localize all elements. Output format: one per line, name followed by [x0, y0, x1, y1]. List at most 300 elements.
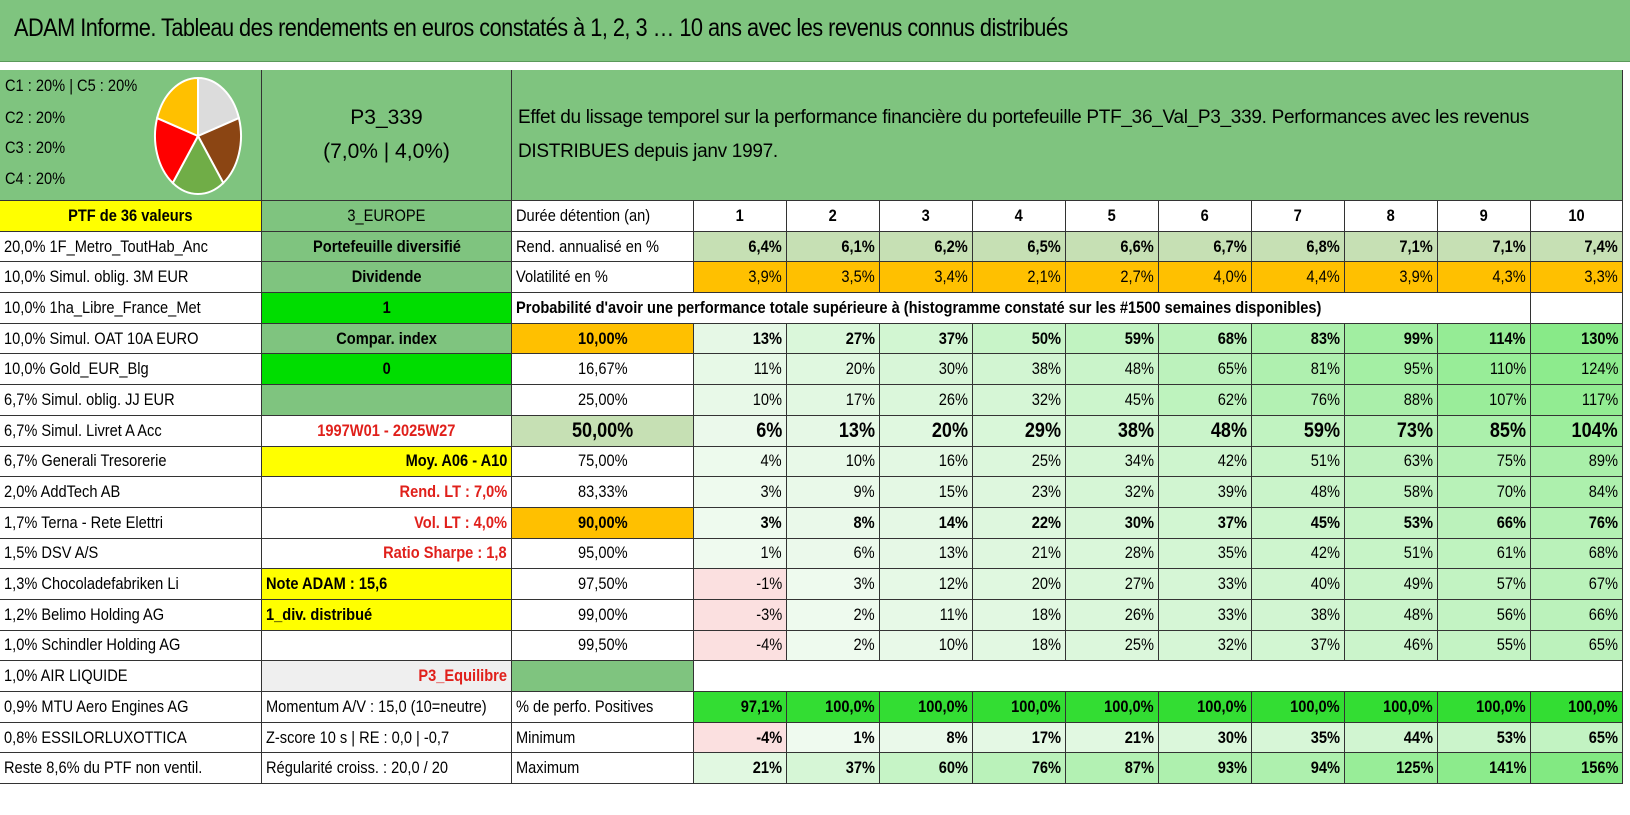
summary-value	[1531, 692, 1623, 723]
probability-value	[1159, 569, 1252, 600]
summary-value-text: 100,0%	[825, 696, 875, 716]
probability-value-text: 70%	[1496, 482, 1526, 502]
holding-row-text: 10,0% Simul. OAT 10A EURO	[4, 328, 199, 348]
year-header-text: 2	[828, 205, 838, 225]
probability-value	[1252, 508, 1345, 539]
year-header	[787, 201, 880, 232]
probability-value-text: 2%	[853, 604, 875, 624]
allocation-label-c1-c5: C1 : 20% | C5 : 20%	[5, 76, 138, 95]
probability-value-text: 65%	[1217, 359, 1247, 379]
volatility-label	[512, 262, 694, 293]
holding-row-text: 6,7% Simul. oblig. JJ EUR	[4, 389, 175, 409]
probability-value	[1438, 324, 1531, 355]
probability-value-text: 107%	[1488, 389, 1526, 409]
info-cell	[262, 600, 512, 631]
holding-row-text: 20,0% 1F_Metro_ToutHab_Anc	[4, 236, 208, 256]
probability-value	[880, 569, 973, 600]
summary-value-text: 21%	[1124, 727, 1154, 747]
probability-value	[973, 539, 1066, 570]
probability-value-text: 27%	[845, 328, 875, 348]
probability-value-text: -3%	[755, 604, 782, 624]
probability-value-text: 21%	[1031, 543, 1061, 563]
holding-row-text: 1,5% DSV A/S	[4, 543, 99, 563]
volatility-value-text: 2,1%	[1027, 267, 1061, 287]
volatility-value-text: 4,4%	[1306, 267, 1340, 287]
probability-value	[1531, 569, 1623, 600]
year-header	[880, 201, 973, 232]
year-header	[694, 201, 787, 232]
probability-value	[1345, 600, 1438, 631]
allocation-pie-chart	[153, 76, 243, 196]
probability-value	[1438, 416, 1531, 447]
probability-value-text: 99%	[1403, 328, 1433, 348]
info-cell	[262, 232, 512, 263]
probability-value-text: 25%	[1124, 635, 1154, 655]
holding-row	[0, 539, 262, 570]
probability-value-text: 88%	[1403, 389, 1433, 409]
probability-value-text: 66%	[1496, 512, 1526, 532]
probability-value	[1345, 508, 1438, 539]
probability-value-text: 59%	[1303, 418, 1340, 442]
year-header-text: 10	[1568, 205, 1585, 225]
probability-value	[1531, 354, 1623, 385]
holding-row-text: 6,7% Generali Tresorerie	[4, 451, 167, 471]
volatility-value-text: 2,7%	[1120, 267, 1154, 287]
probability-value-text: 22%	[1031, 512, 1061, 532]
probability-value-text: 42%	[1310, 543, 1340, 563]
return-value	[1066, 232, 1159, 263]
probability-value-text: 48%	[1403, 604, 1433, 624]
summary-value-text: 100,0%	[1383, 696, 1433, 716]
summary-value-text: 100,0%	[918, 696, 968, 716]
probability-value	[973, 385, 1066, 416]
volatility-value	[1531, 262, 1623, 293]
probability-value-text: 51%	[1310, 451, 1340, 471]
probability-value-text: 50%	[1031, 328, 1061, 348]
probability-value	[973, 600, 1066, 631]
probability-value	[1345, 354, 1438, 385]
probability-value-text: 37%	[1310, 635, 1340, 655]
probability-value-text: 81%	[1310, 359, 1340, 379]
probability-value	[1252, 447, 1345, 478]
probability-value	[1531, 631, 1623, 662]
summary-value	[787, 753, 880, 784]
ptf-count-label-text: PTF de 36 valeurs	[68, 205, 193, 225]
probability-value-text: 8%	[853, 512, 875, 532]
probability-value	[1531, 539, 1623, 570]
probability-value-text: 66%	[1588, 604, 1618, 624]
probability-value-text: 18%	[1031, 604, 1061, 624]
probability-value	[1531, 447, 1623, 478]
info-cell	[262, 385, 512, 416]
volatility-value	[1438, 262, 1531, 293]
return-label-text: Rend. annualisé en %	[516, 236, 660, 256]
probability-value-text: 33%	[1217, 574, 1247, 594]
probability-value-text: 65%	[1588, 635, 1618, 655]
holding-row	[0, 477, 262, 508]
probability-value-text: 117%	[1581, 389, 1618, 409]
probability-value-text: 114%	[1489, 328, 1526, 348]
holding-row-text: 2,0% AddTech AB	[4, 482, 121, 502]
probability-value	[880, 385, 973, 416]
probability-value	[1531, 324, 1623, 355]
return-value	[787, 232, 880, 263]
probability-value-text: 34%	[1124, 451, 1154, 471]
summary-label	[512, 753, 694, 784]
year-header	[1159, 201, 1252, 232]
year-header	[1531, 201, 1623, 232]
probability-value-text: 130%	[1580, 328, 1618, 348]
probability-value-text: 15%	[938, 482, 968, 502]
summary-value	[973, 723, 1066, 754]
return-value	[1345, 232, 1438, 263]
probability-value	[1438, 477, 1531, 508]
probability-value	[1159, 631, 1252, 662]
probability-value	[973, 508, 1066, 539]
probability-value-text: 6%	[755, 418, 782, 442]
zone-label-text: 3_EUROPE	[347, 205, 426, 225]
volatility-value	[973, 262, 1066, 293]
year-header	[1345, 201, 1438, 232]
probability-value-text: 30%	[938, 359, 968, 379]
probability-value-text: 89%	[1588, 451, 1618, 471]
probability-value-text: 46%	[1403, 635, 1433, 655]
probability-value	[1438, 447, 1531, 478]
info-cell-text: Régularité croiss. : 20,0 / 20	[266, 758, 449, 778]
probability-value	[1438, 600, 1531, 631]
summary-value	[1438, 753, 1531, 784]
holding-row	[0, 232, 262, 263]
summary-value	[880, 723, 973, 754]
probability-value-text: 61%	[1496, 543, 1526, 563]
summary-label	[512, 692, 694, 723]
probability-value-text: 6%	[853, 543, 875, 563]
volatility-value	[787, 262, 880, 293]
holding-row-text: 0,8% ESSILORLUXOTTICA	[4, 727, 187, 747]
summary-value-text: 21%	[752, 758, 782, 778]
probability-value	[1531, 600, 1623, 631]
return-value	[1531, 232, 1623, 263]
summary-label	[512, 723, 694, 754]
probability-value	[880, 477, 973, 508]
summary-label-text: Minimum	[516, 727, 576, 747]
probability-value-text: 38%	[1310, 604, 1340, 624]
probability-value-text: 37%	[938, 328, 968, 348]
probability-value	[694, 477, 787, 508]
probability-value-text: 20%	[1031, 574, 1061, 594]
probability-value-text: 68%	[1217, 328, 1247, 348]
probability-value-text: 17%	[845, 389, 875, 409]
probability-value	[694, 324, 787, 355]
probability-value	[787, 600, 880, 631]
summary-value	[1252, 692, 1345, 723]
probability-value	[1066, 508, 1159, 539]
info-cell-text: Note ADAM : 15,6	[266, 574, 388, 594]
year-header-text: 1	[735, 205, 745, 225]
info-cell	[262, 723, 512, 754]
summary-value-text: 156%	[1580, 758, 1618, 778]
probability-value-text: 45%	[1310, 512, 1340, 532]
probability-value-text: 84%	[1588, 482, 1618, 502]
probability-value-text: 73%	[1396, 418, 1433, 442]
summary-value	[1531, 753, 1623, 784]
probability-value-text: 53%	[1403, 512, 1433, 532]
probability-threshold-text: 75,00%	[577, 451, 628, 471]
year-header-text: 3	[921, 205, 931, 225]
summary-value-text: 100,0%	[1104, 696, 1154, 716]
probability-value-text: -4%	[755, 635, 782, 655]
volatility-value	[694, 262, 787, 293]
probability-value-text: 32%	[1031, 389, 1061, 409]
summary-value-text: 17%	[1031, 727, 1061, 747]
probability-value	[694, 447, 787, 478]
year-header-text: 9	[1479, 205, 1489, 225]
probability-value	[1252, 569, 1345, 600]
probability-header	[512, 293, 1531, 324]
probability-value-text: 59%	[1124, 328, 1154, 348]
probability-value	[1531, 385, 1623, 416]
info-cell-text: Momentum A/V : 15,0 (10=neutre)	[266, 696, 487, 716]
probability-threshold-text: 95,00%	[577, 543, 628, 563]
portfolio-code-cell	[262, 70, 512, 201]
probability-value-text: 83%	[1310, 328, 1340, 348]
summary-value-text: 94%	[1310, 758, 1340, 778]
summary-value-text: 37%	[845, 758, 875, 778]
holding-row-text: 1,0% Schindler Holding AG	[4, 635, 181, 655]
probability-threshold	[512, 600, 694, 631]
info-cell	[262, 416, 512, 447]
info-cell	[262, 262, 512, 293]
probability-value-text: 2%	[853, 635, 875, 655]
probability-value-text: 26%	[938, 389, 968, 409]
holding-row-text: 1,2% Belimo Holding AG	[4, 604, 165, 624]
probability-value-text: 76%	[1588, 512, 1618, 532]
probability-value-text: 30%	[1124, 512, 1154, 532]
year-header-text: 7	[1293, 205, 1303, 225]
probability-value	[1252, 324, 1345, 355]
return-label	[512, 232, 694, 263]
return-value	[694, 232, 787, 263]
summary-value-text: 53%	[1496, 727, 1526, 747]
holding-row	[0, 293, 262, 324]
probability-value-text: 12%	[938, 574, 968, 594]
volatility-value-text: 4,3%	[1492, 267, 1526, 287]
summary-value-text: 65%	[1588, 727, 1618, 747]
volatility-value-text: 3,5%	[841, 267, 875, 287]
probability-value	[1252, 385, 1345, 416]
probability-value	[1252, 631, 1345, 662]
probability-threshold-text: 99,50%	[577, 635, 628, 655]
probability-value-text: 58%	[1403, 482, 1433, 502]
holding-row	[0, 354, 262, 385]
holding-row	[0, 661, 262, 692]
probability-value-text: 68%	[1588, 543, 1618, 563]
summary-value	[880, 753, 973, 784]
probability-value-text: 110%	[1489, 359, 1526, 379]
year-header-text: 6	[1200, 205, 1210, 225]
return-value	[973, 232, 1066, 263]
volatility-value	[1066, 262, 1159, 293]
probability-value-text: 13%	[938, 543, 968, 563]
return-value-text: 6,5%	[1027, 236, 1061, 256]
holding-row	[0, 723, 262, 754]
summary-value-text: 8%	[946, 727, 968, 747]
probability-value-text: 14%	[938, 512, 968, 532]
probability-value-text: 10%	[845, 451, 875, 471]
probability-value-text: 33%	[1217, 604, 1247, 624]
probability-value	[1531, 508, 1623, 539]
probability-value	[1066, 447, 1159, 478]
probability-value	[973, 569, 1066, 600]
probability-value	[1066, 324, 1159, 355]
probability-header-empty	[1531, 293, 1623, 324]
probability-value	[1066, 416, 1159, 447]
year-header	[973, 201, 1066, 232]
probability-threshold	[512, 569, 694, 600]
return-value-text: 6,8%	[1306, 236, 1340, 256]
holding-row	[0, 631, 262, 662]
probability-value	[1159, 539, 1252, 570]
probability-value	[880, 539, 973, 570]
probability-value-text: 95%	[1403, 359, 1433, 379]
summary-value	[694, 753, 787, 784]
info-cell	[262, 324, 512, 355]
info-cell	[262, 354, 512, 385]
volatility-value	[880, 262, 973, 293]
summary-value	[973, 753, 1066, 784]
info-cell	[262, 631, 512, 662]
probability-value-text: 38%	[1117, 418, 1154, 442]
probability-value-text: 45%	[1124, 389, 1154, 409]
probability-threshold-text: 16,67%	[577, 359, 628, 379]
info-cell-text: Compar. index	[336, 328, 437, 348]
probability-value	[973, 477, 1066, 508]
return-value-text: 6,1%	[841, 236, 875, 256]
holding-row	[0, 447, 262, 478]
probability-value	[973, 416, 1066, 447]
volatility-value	[1252, 262, 1345, 293]
holding-row	[0, 324, 262, 355]
summary-value-text: 100,0%	[1290, 696, 1340, 716]
probability-value-text: 48%	[1210, 418, 1247, 442]
probability-value	[1252, 477, 1345, 508]
summary-value	[1159, 753, 1252, 784]
probability-value	[1345, 477, 1438, 508]
probability-value	[973, 631, 1066, 662]
summary-value	[787, 692, 880, 723]
volatility-label-text: Volatilité en %	[516, 267, 608, 287]
probability-value-text: 104%	[1571, 418, 1618, 442]
summary-value	[1345, 753, 1438, 784]
portfolio-description: Effet du lissage temporel sur la performance financière du portefeuille PTF_36_Val_P3_339. Performances avec les revenus DISTRIBUES depuis janv 1997.	[518, 107, 1529, 162]
probability-value	[1066, 539, 1159, 570]
zone-label	[262, 201, 512, 232]
probability-value	[787, 508, 880, 539]
probability-value-text: 13%	[752, 328, 782, 348]
volatility-value-text: 3,4%	[934, 267, 968, 287]
probability-value-text: 51%	[1403, 543, 1433, 563]
probability-value-text: -1%	[755, 574, 782, 594]
probability-value	[1531, 416, 1623, 447]
portfolio-code: P3_339	[350, 106, 423, 129]
holding-row-text: Reste 8,6% du PTF non ventil.	[4, 758, 203, 778]
ptf-count-label	[0, 201, 262, 232]
probability-value	[787, 447, 880, 478]
probability-value	[1438, 631, 1531, 662]
allocation-label-c3: C3 : 20%	[5, 138, 66, 157]
summary-value-text: 44%	[1403, 727, 1433, 747]
summary-value-text: 1%	[853, 727, 875, 747]
holding-row	[0, 416, 262, 447]
probability-value-text: 11%	[939, 604, 968, 624]
portfolio-description-cell	[512, 70, 1623, 201]
probability-value-text: 1%	[760, 543, 782, 563]
probability-threshold	[512, 324, 694, 355]
info-cell	[262, 661, 512, 692]
probability-threshold	[512, 416, 694, 447]
probability-value	[694, 569, 787, 600]
probability-value-text: 27%	[1124, 574, 1154, 594]
year-header	[1066, 201, 1159, 232]
probability-threshold	[512, 631, 694, 662]
summary-value	[973, 692, 1066, 723]
return-value-text: 6,6%	[1120, 236, 1154, 256]
year-header-text: 5	[1107, 205, 1117, 225]
probability-threshold	[512, 385, 694, 416]
probability-value	[1159, 354, 1252, 385]
probability-threshold-text: 50,00%	[571, 418, 634, 442]
summary-value	[1066, 753, 1159, 784]
probability-header-text: Probabilité d'avoir une performance totale supérieure à (histogramme constaté sur les #1500 semaines disponibles)	[516, 297, 1322, 317]
probability-value-text: 76%	[1310, 389, 1340, 409]
probability-value-text: 32%	[1217, 635, 1247, 655]
info-cell-text: 1	[382, 297, 391, 317]
probability-value-text: 20%	[931, 418, 968, 442]
holding-row	[0, 692, 262, 723]
probability-value	[1438, 508, 1531, 539]
year-header-text: 8	[1386, 205, 1396, 225]
probability-value	[694, 631, 787, 662]
probability-value-text: 26%	[1124, 604, 1154, 624]
holding-row-text: 6,7% Simul. Livret A Acc	[4, 420, 162, 440]
probability-value	[1066, 477, 1159, 508]
probability-value	[1066, 385, 1159, 416]
probability-value-text: 13%	[838, 418, 875, 442]
info-cell	[262, 447, 512, 478]
probability-value-text: 40%	[1310, 574, 1340, 594]
return-value	[1438, 232, 1531, 263]
summary-value	[1159, 723, 1252, 754]
probability-value-text: 39%	[1217, 482, 1247, 502]
probability-value	[1159, 447, 1252, 478]
probability-value	[1066, 354, 1159, 385]
probability-value	[787, 354, 880, 385]
summary-value-text: -4%	[755, 727, 782, 747]
probability-value-text: 10%	[938, 635, 968, 655]
summary-value	[1252, 753, 1345, 784]
probability-value-text: 28%	[1124, 543, 1154, 563]
probability-value	[694, 354, 787, 385]
page-title: ADAM Informe. Tableau des rendements en euros constatés à 1, 2, 3 … 10 ans avec les revenus connus distribués	[14, 14, 1068, 42]
probability-value-text: 37%	[1217, 512, 1247, 532]
probability-threshold-text: 90,00%	[577, 512, 628, 532]
holding-row	[0, 600, 262, 631]
probability-value	[1438, 539, 1531, 570]
holding-row-text: 10,0% 1ha_Libre_France_Met	[4, 297, 201, 317]
probability-value-text: 75%	[1496, 451, 1526, 471]
probability-value	[880, 354, 973, 385]
portfolio-params: (7,0% | 4,0%)	[323, 140, 450, 163]
